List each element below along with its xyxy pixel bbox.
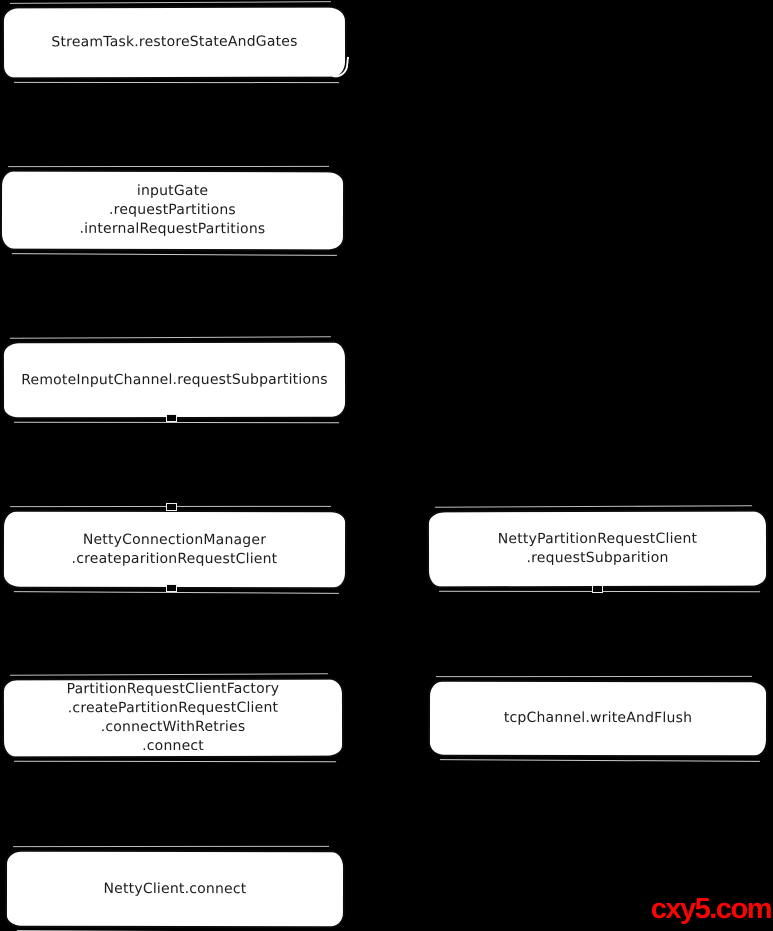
node-remote-input-channel-request-subpartitions: [2, 341, 347, 420]
node-label: StreamTask.restoreStateAndGates: [51, 33, 298, 51]
node-label: RemoteInputChannel.requestSubpartitions: [21, 371, 328, 388]
node-label: NettyClient.connect: [103, 880, 247, 897]
node-stream-task-restore: [2, 6, 347, 80]
node-netty-client-connect: [5, 850, 345, 929]
node-partition-request-client-factory-connect: [2, 678, 344, 759]
connector-anchor: [592, 585, 603, 593]
connector-anchor: [166, 414, 177, 422]
connector-anchor: [166, 503, 177, 511]
sketch-stroke-overshoot: [332, 55, 349, 78]
node-netty-connection-manager-create-client: [2, 510, 347, 590]
node-label: NettyPartitionRequestClient .requestSubparition: [497, 530, 698, 567]
site-watermark: cxy5.com: [650, 893, 771, 925]
connector-anchor: [166, 584, 177, 592]
node-label: inputGate .requestPartitions .internalRequestPartitions: [79, 182, 266, 238]
node-input-gate-request-partitions: [0, 170, 345, 252]
node-label: NettyConnectionManager .createparitionRequestClient: [71, 531, 278, 567]
node-label: tcpChannel.writeAndFlush: [503, 709, 693, 727]
node-netty-partition-request-client: [427, 510, 768, 589]
node-tcp-channel-write-and-flush: [428, 680, 768, 758]
node-label: PartitionRequestClientFactory .createPartitionRequestClient .connectWithRetries .connect: [66, 680, 280, 755]
